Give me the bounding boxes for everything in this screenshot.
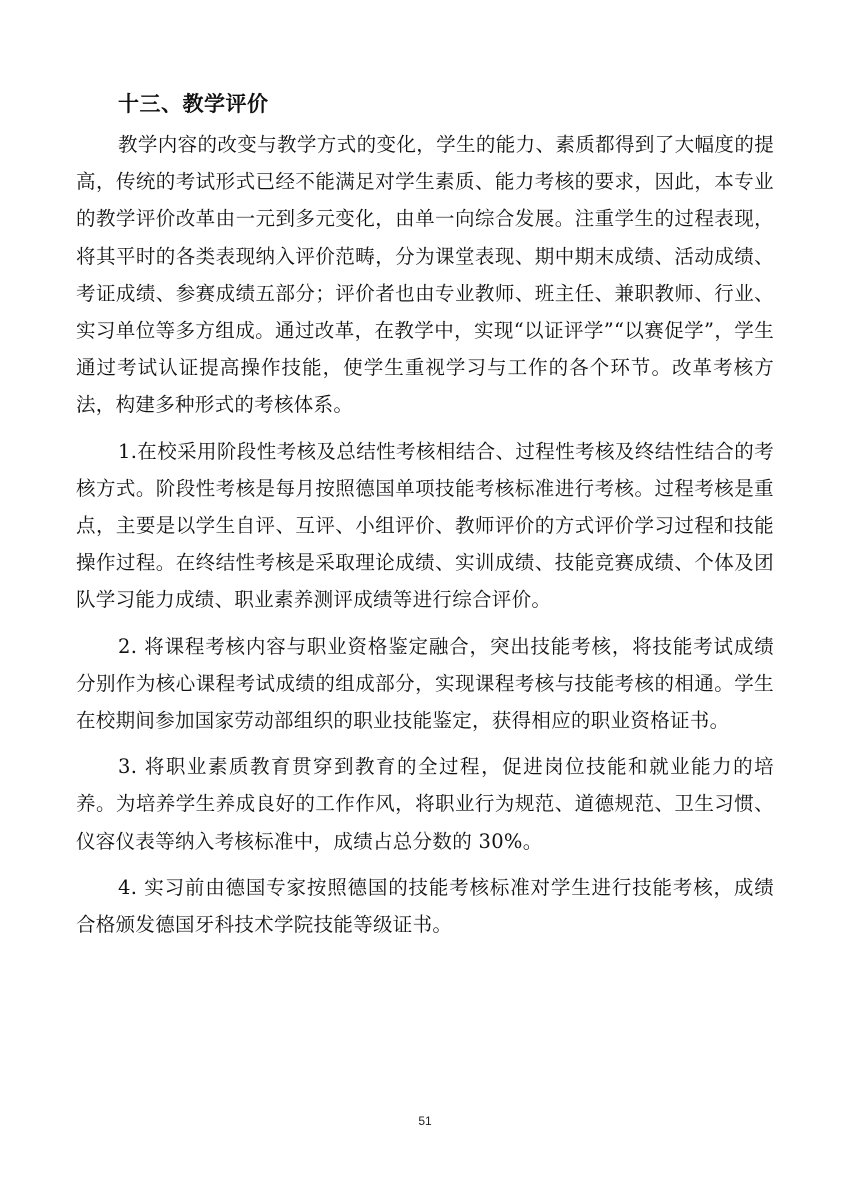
paragraph-item-2: 2. 将课程考核内容与职业资格鉴定融合，突出技能考核，将技能考试成绩分别作为核心课程考试成绩的组成部分，实现课程考核与技能考核的相通。学生在校期间参加国家劳动部组织的职业技能鉴定，获得相应的职业资格证书。 bbox=[76, 634, 774, 733]
paragraph-item-4: 4. 实习前由德国专家按照德国的技能考核标准对学生进行技能考核，成绩合格颁发德国牙科技术学院技能等级证书。 bbox=[76, 875, 774, 937]
section-heading: 十三、教学评价 bbox=[118, 92, 269, 116]
paragraph-item-3: 3. 将职业素质教育贯穿到教育的全过程，促进岗位技能和就业能力的培养。为培养学生养成良好的工作作风，将职业行为规范、道德规范、卫生习惯、仪容仪表等纳入考核标准中，成绩占总分数的 30%。 bbox=[76, 755, 774, 853]
page-number: 51 bbox=[418, 1114, 432, 1128]
body-text bbox=[76, 126, 774, 943]
paragraph-item-1: 1.在校采用阶段性考核及总结性考核相结合、过程性考核及终结性结合的考核方式。阶段性考核是每月按照德国单项技能考核标准进行考核。过程考核是重点，主要是以学生自评、互评、小组评价、教师评价的方式评价学习过程和技能操作过程。在终结性考核是采取理论成绩、实训成绩、技能竞赛成绩、个体及团队学习能力成绩、职业素养测评成绩等进行综合评价。 bbox=[76, 439, 774, 612]
paragraph-intro: 教学内容的改变与教学方式的变化，学生的能力、素质都得到了大幅度的提高，传统的考试形式已经不能满足对学生素质、能力考核的要求，因此，本专业的教学评价改革由一元到多元变化，由单一向综合发展。注重学生的过程表现，将其平时的各类表现纳入评价范畴，分为课堂表现、期中期末成绩、活动成绩、考证成绩、参赛成绩五部分；评价者也由专业教师、班主任、兼职教师、行业、实习单位等多方组成。通过改革，在教学中，实现“以证评学”“以赛促学”，学生通过考试认证提高操作技能，使学生重视学习与工作的各个环节。改革考核方法，构建多种形式的考核体系。 bbox=[76, 133, 774, 417]
